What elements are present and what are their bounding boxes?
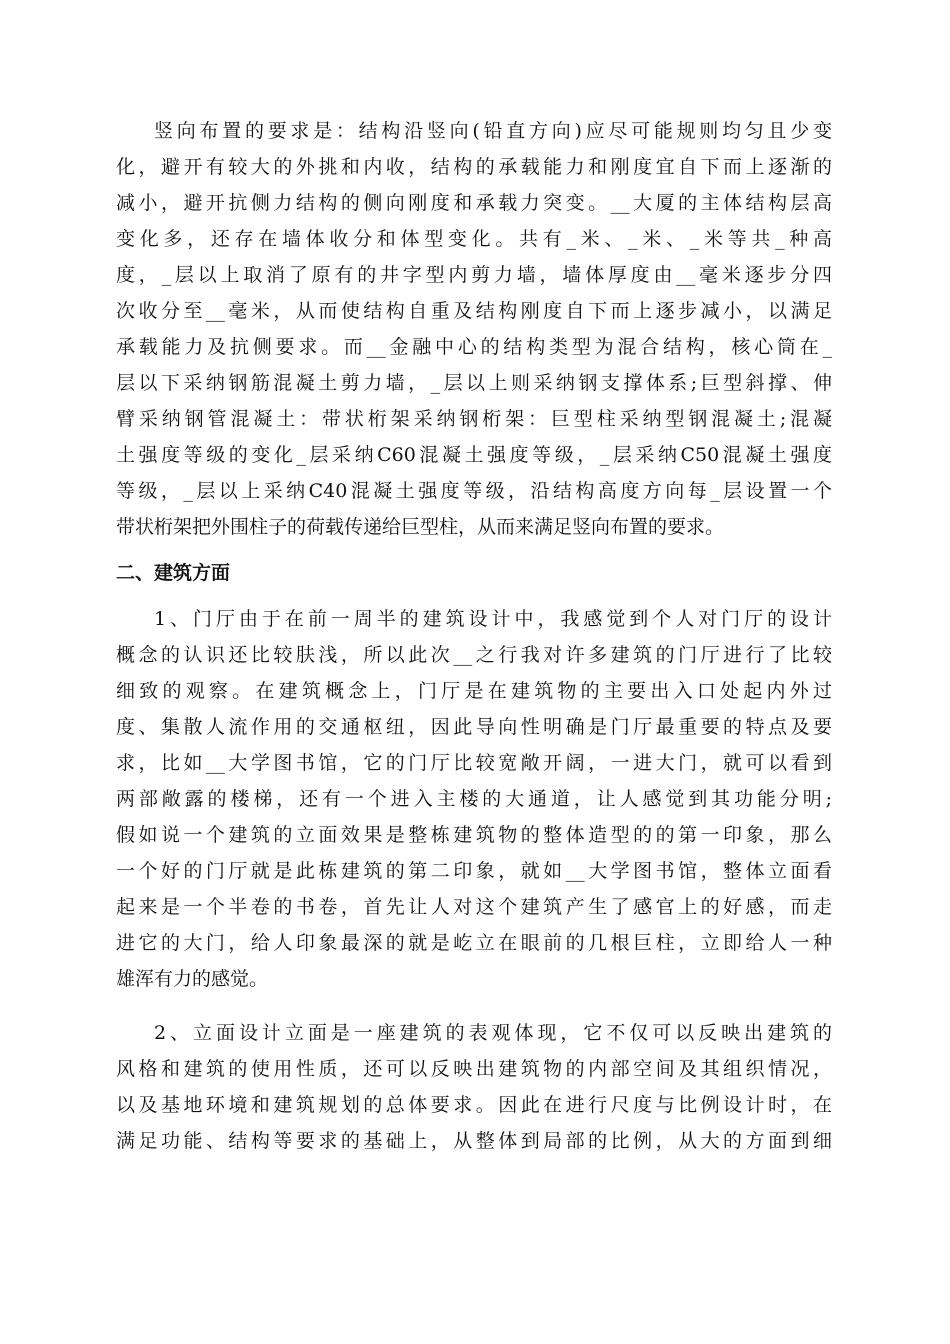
document-page xyxy=(116,113,832,1159)
text-line: 两部敞露的楼梯，还有一个进入主楼的大通道，让人感觉到其功能分明; xyxy=(116,788,832,810)
text-line: 细致的观察。在建筑概念上，门厅是在建筑物的主要出入口处起内外过 xyxy=(116,680,832,702)
text-line: 度，_层以上取消了原有的井字型内剪力墙，墙体厚度由__毫米逐步分四 xyxy=(116,264,832,286)
text-line: 以及基地环境和建筑规划的总体要求。因此在进行尺度与比例设计时，在 xyxy=(116,1094,832,1116)
paragraph-facade xyxy=(116,1015,832,1159)
text-line: 承载能力及抗侧要求。而__金融中心的结构类型为混合结构，核心筒在_ xyxy=(116,336,832,358)
text-line: 化，避开有较大的外挑和内收，结构的承载能力和刚度宜自下而上逐渐的 xyxy=(116,156,832,178)
text-line: 层以下采纳钢筋混凝土剪力墙，_层以上则采纳钢支撑体系;巨型斜撑、伸 xyxy=(116,372,832,394)
section-heading: 二、建筑方面 xyxy=(116,562,231,584)
text-line: 变化多，还存在墙体收分和体型变化。共有_米、_米、_米等共_种高 xyxy=(116,228,832,250)
text-line: 带状桁架把外围柱子的荷载传递给巨型柱，从而来满足竖向布置的要求。 xyxy=(116,516,725,538)
section1-paragraph xyxy=(116,113,832,545)
text-line: 进它的大门，给人印象最深的就是屹立在眼前的几根巨柱，立即给人一种 xyxy=(116,932,832,954)
text-line: 度、集散人流作用的交通枢纽，因此导向性明确是门厅最重要的特点及要 xyxy=(116,716,832,738)
paragraph-lobby xyxy=(116,601,832,997)
text-line: 1、门厅由于在前一周半的建筑设计中，我感觉到个人对门厅的设计 xyxy=(154,608,832,630)
text-line: 假如说一个建筑的立面效果是整栋建筑物的整体造型的的第一印象，那么 xyxy=(116,824,832,846)
text-line: 满足功能、结构等要求的基础上，从整体到局部的比例，从大的方面到细 xyxy=(116,1130,832,1152)
text-line: 求，比如__大学图书馆，它的门厅比较宽敞开阔，一进大门，就可以看到 xyxy=(116,752,832,774)
text-line: 雄浑有力的感觉。 xyxy=(116,968,269,990)
paragraph-spacer xyxy=(116,997,832,1015)
text-line: 竖向布置的要求是：结构沿竖向(铅直方向)应尽可能规则均匀且少变 xyxy=(154,120,832,142)
text-line: 一个好的门厅就是此栋建筑的第二印象，就如__大学图书馆，整体立面看 xyxy=(116,860,832,882)
text-line: 2、立面设计立面是一座建筑的表观体现，它不仅可以反映出建筑的 xyxy=(154,1022,832,1044)
text-line: 等级，_层以上采纳C40混凝土强度等级，沿结构高度方向每_层设置一个 xyxy=(116,480,832,502)
text-line: 风格和建筑的使用性质，还可以反映出建筑物的内部空间及其组织情况， xyxy=(116,1058,832,1080)
text-line: 概念的认识还比较肤浅，所以此次__之行我对许多建筑的门厅进行了比较 xyxy=(116,644,832,666)
text-line: 土强度等级的变化_层采纳C60混凝土强度等级，_层采纳C50混凝土强度 xyxy=(116,444,832,466)
text-line: 减小，避开抗侧力结构的侧向刚度和承载力突变。__大厦的主体结构层高 xyxy=(116,192,832,214)
text-line: 次收分至__毫米，从而使结构自重及结构刚度自下而上逐步减小，以满足 xyxy=(116,300,832,322)
text-line: 臂采纳钢管混凝土：带状桁架采纳钢桁架：巨型柱采纳型钢混凝土;混凝 xyxy=(116,408,832,430)
text-line: 起来是一个半卷的书卷，首先让人对这个建筑产生了感官上的好感，而走 xyxy=(116,896,832,918)
